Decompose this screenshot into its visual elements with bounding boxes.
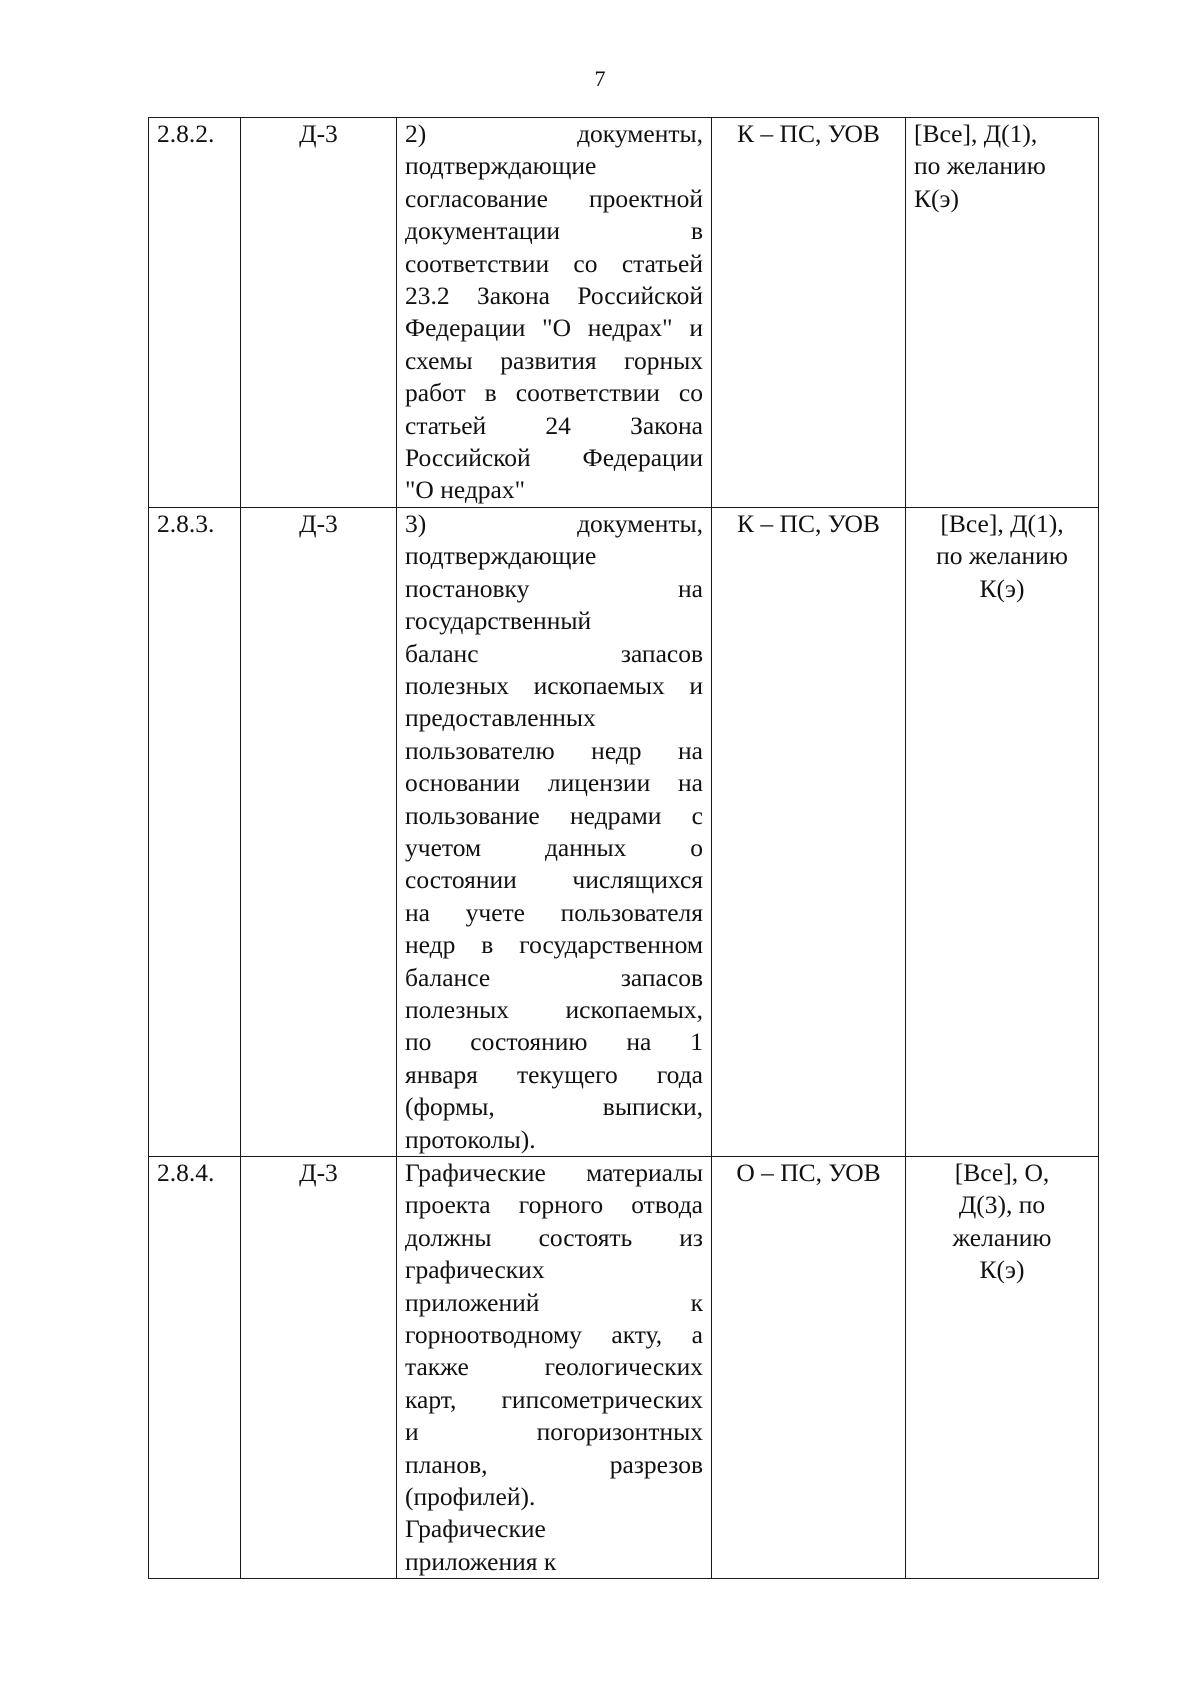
requirement-line: [Все], Д(1), <box>914 119 1038 148</box>
table-row <box>149 1157 1099 1579</box>
requirement-line: Д(3), по <box>958 1190 1046 1220</box>
description-line: 3) документы, <box>405 508 703 538</box>
row-number: 2.8.4. <box>149 1157 241 1579</box>
table-row <box>149 507 1099 1156</box>
requirement-line: [Все], Д(1), <box>940 508 1064 538</box>
description-line: протоколы). <box>405 1124 536 1154</box>
description-line: приложения к <box>405 1546 557 1576</box>
description-line: документации в <box>405 216 703 246</box>
requirement-line: К(э) <box>914 183 959 213</box>
document-description <box>397 507 712 1156</box>
description-line: полезных ископаемых и <box>405 670 703 700</box>
row-number: 2.8.3. <box>149 507 241 1156</box>
submission-requirements <box>906 507 1099 1156</box>
description-line: планов, разрезов <box>405 1449 703 1479</box>
description-line: полезных ископаемых, <box>405 994 703 1024</box>
requirement-line: К(э) <box>979 1255 1025 1285</box>
description-line: предоставленных <box>405 703 596 733</box>
submission-requirements <box>906 118 1099 508</box>
description-line: Графические <box>405 1514 546 1544</box>
description-line: на учете пользователя <box>405 897 703 927</box>
description-line: горноотводному акту, а <box>405 1320 703 1350</box>
description-line: приложений к <box>405 1287 703 1317</box>
description-line: (формы, выписки, <box>405 1092 703 1122</box>
row-number: 2.8.2. <box>149 118 241 508</box>
document-code: Д-3 <box>241 507 397 1156</box>
description-line: схемы развития горных <box>405 345 703 375</box>
description-line: также геологических <box>405 1352 703 1382</box>
requirement-line: по желанию <box>914 151 1046 181</box>
document-description <box>397 118 712 508</box>
description-line: согласование проектной <box>405 183 703 213</box>
description-line: января текущего года <box>405 1059 703 1089</box>
description-line: Федерации "О недрах" и <box>405 313 703 343</box>
description-line: статьей 24 Закона <box>405 410 703 440</box>
description-line: должны состоять из <box>405 1222 703 1252</box>
page-number: 7 <box>594 66 606 91</box>
description-line: 23.2 Закона Российской <box>405 281 703 311</box>
description-line: постановку на <box>405 573 703 603</box>
description-line: 2) документы, <box>405 119 703 148</box>
description-line: графических <box>405 1255 545 1285</box>
description-line: и погоризонтных <box>405 1417 703 1447</box>
description-line: подтверждающие <box>405 151 597 181</box>
document-description <box>397 1157 712 1579</box>
description-line: соответствии со статьей <box>405 248 703 278</box>
table-row <box>149 118 1099 508</box>
document-code: Д-3 <box>241 1157 397 1579</box>
description-line: баланс запасов <box>405 638 703 668</box>
control-type: К – ПС, УОВ <box>712 507 906 1156</box>
requirement-line: [Все], О, <box>954 1158 1050 1187</box>
control-type: О – ПС, УОВ <box>712 1157 906 1579</box>
description-line: основании лицензии на <box>405 768 703 798</box>
requirement-line: по желанию <box>936 541 1068 571</box>
description-line: балансе запасов <box>405 962 703 992</box>
description-line: (профилей). <box>405 1482 536 1512</box>
description-line: Графические материалы <box>405 1158 703 1187</box>
description-line: Российской Федерации <box>405 443 703 473</box>
description-line: пользователю недр на <box>405 735 703 765</box>
description-line: работ в соответствии со <box>405 378 703 408</box>
document-code: Д-3 <box>241 118 397 508</box>
description-line: недр в государственном <box>405 930 703 960</box>
description-line: подтверждающие <box>405 541 597 571</box>
requirements-table <box>148 117 1099 1579</box>
description-line: государственный <box>405 606 592 636</box>
requirement-line: желанию <box>952 1222 1052 1252</box>
description-line: пользование недрами с <box>405 800 703 830</box>
description-line: учетом данных о <box>405 832 703 862</box>
requirement-line: К(э) <box>979 573 1025 603</box>
control-type: К – ПС, УОВ <box>712 118 906 508</box>
description-line: "О недрах" <box>405 475 526 505</box>
description-line: по состоянию на 1 <box>405 1027 703 1057</box>
description-line: проекта горного отвода <box>405 1190 703 1220</box>
description-line: состоянии числящихся <box>405 865 703 895</box>
description-line: карт, гипсометрических <box>405 1384 703 1414</box>
submission-requirements <box>906 1157 1099 1579</box>
